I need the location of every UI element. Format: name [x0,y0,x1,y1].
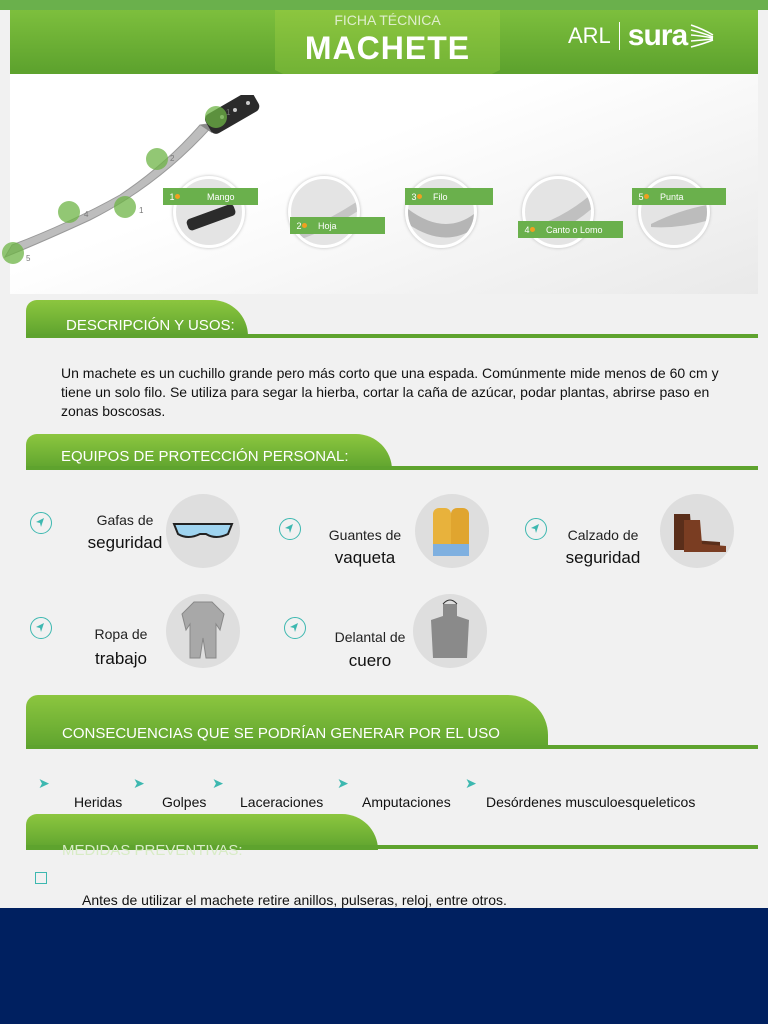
epp-item-line2: cuero [348,651,392,670]
top-frame [0,0,768,10]
epp-item-line1: Ropa de [94,626,148,642]
work-coverall-image [166,594,240,668]
leather-gloves-image [415,494,489,568]
epp-item-line1: Delantal de [334,629,406,645]
epp-item-line2: vaqueta [334,548,396,567]
epp-item-line1: Gafas de [96,512,154,528]
consequence-item: Laceraciones [240,794,324,810]
navigation-arrow-icon: ➤ [337,776,349,792]
epp-item-line1: Calzado de [567,527,639,543]
part-label-filo: 3 Filo [405,188,493,205]
epp-item-line2: seguridad [565,548,641,567]
measures-title: MEDIDAS PREVENTIVAS: [62,842,243,859]
arl-sura-logo [568,18,715,54]
part-label-hoja: 2 Hoja [290,217,385,234]
marker-dot [146,148,168,170]
navigation-arrow-icon [30,617,52,639]
description-title: DESCRIPCIÓN Y USOS: [66,317,235,334]
marker-dot [114,196,136,218]
part-circle-hoja [288,176,360,248]
part-label-punta: 5 Punta [632,188,726,205]
part-label-canto: 4 Canto o Lomo [518,221,623,238]
marker-number: 2 [170,154,175,163]
epp-divider [26,466,758,470]
navigation-arrow-icon: ➤ [133,776,145,792]
logo-separator [619,22,620,50]
sheet-subtitle: FICHA TÉCNICA [334,12,441,28]
navigation-arrow-icon [30,512,52,534]
sheet-title: MACHETE [304,30,471,66]
part-circle-mango [173,176,245,248]
consequence-item: Golpes [162,794,207,810]
safety-glasses-image [166,494,240,568]
marker-dot [205,106,227,128]
epp-item-line2: seguridad [87,533,163,552]
measure-item: Antes de utilizar el machete retire anillos, pulseras, reloj, entre otros. [82,892,507,908]
footer-band [0,908,768,1024]
epp-title: EQUIPOS DE PROTECCIÓN PERSONAL: [61,448,349,465]
marker-number: 1 [139,206,144,215]
marker-number: 1 [226,108,231,117]
description-text: Un machete es un cuchillo grande pero más corto que una espada. Comúnmente mide menos de 60 cm y tiene un solo filo. Se utiliza para segar la hierba, cortar la caña de azúcar, podar plantas, abrirse paso en zonas boscosas. [61,365,719,419]
edit-icon [35,872,47,884]
marker-number: 5 [26,254,31,263]
marker-number: 4 [84,210,89,219]
marker-dot [2,242,24,264]
epp-item-line2: trabajo [95,649,147,668]
epp-item-line1: Guantes de [328,527,402,543]
sura-waves-icon [689,21,715,51]
consequence-item: Heridas [74,794,123,810]
logo-arl-text: ARL [568,23,611,48]
navigation-arrow-icon [284,617,306,639]
consequence-item: Amputaciones [362,794,451,810]
navigation-arrow-icon [525,518,547,540]
navigation-arrow-icon: ➤ [38,776,50,792]
safety-boots-image [660,494,734,568]
leather-apron-image [413,594,487,668]
marker-dot [58,201,80,223]
navigation-arrow-icon: ➤ [212,776,224,792]
part-label-mango: 1 Mango [163,188,258,205]
part-circle-punta [638,176,710,248]
logo-sura-text: sura [627,19,688,52]
consequence-item: Desórdenes musculoesqueleticos [486,794,696,810]
machete-illustration [0,95,280,275]
part-circle-filo [405,176,477,248]
navigation-arrow-icon: ➤ [465,776,477,792]
navigation-arrow-icon [279,518,301,540]
description-divider [26,334,758,338]
consequences-title: CONSECUENCIAS QUE SE PODRÍAN GENERAR POR EL USO [62,725,500,742]
